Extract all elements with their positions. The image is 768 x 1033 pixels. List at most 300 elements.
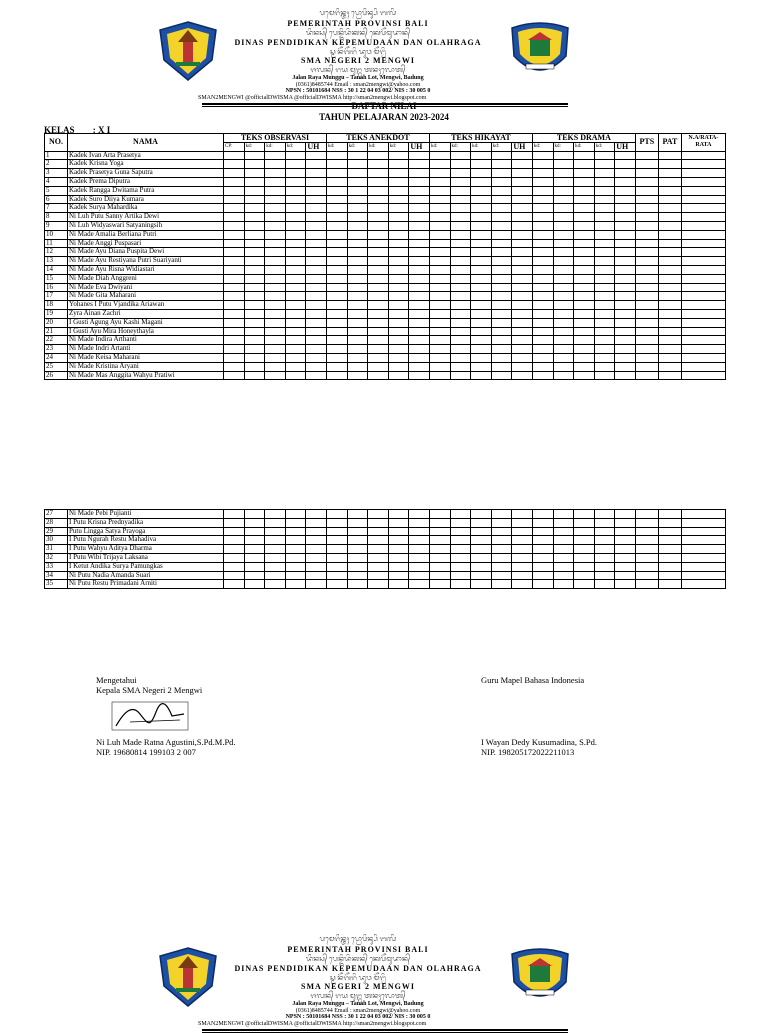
grade-cell: [347, 230, 368, 239]
grade-cell: [306, 327, 327, 336]
student-no: 13: [45, 257, 68, 266]
grade-cell: [224, 345, 245, 354]
grade-cell: [306, 518, 327, 527]
student-no: 29: [45, 527, 68, 536]
student-no: 3: [45, 169, 68, 178]
grade-cell: [574, 151, 595, 160]
grade-cell: [224, 239, 245, 248]
grade-cell: [347, 562, 368, 571]
grade-cell: [265, 571, 286, 580]
grade-cell: [491, 265, 512, 274]
grade-cell: [574, 527, 595, 536]
grade-cell: [326, 274, 347, 283]
grade-cell: [594, 318, 615, 327]
grade-cell: [429, 213, 450, 222]
student-no: 18: [45, 301, 68, 310]
student-no: 9: [45, 221, 68, 230]
grade-cell: [635, 327, 658, 336]
grade-cell: [265, 553, 286, 562]
grade-cell: [615, 283, 636, 292]
grade-cell: [491, 510, 512, 519]
grade-cell: [681, 327, 725, 336]
subheader-uh: UH: [615, 142, 636, 151]
grade-cell: [347, 371, 368, 380]
grade-cell: [244, 371, 265, 380]
grade-cell: [285, 301, 306, 310]
grade-cell: [265, 186, 286, 195]
grade-cell: [368, 248, 389, 257]
grade-cell: [388, 371, 409, 380]
grade-cell: [681, 239, 725, 248]
grade-cell: [658, 580, 681, 589]
grade-cell: [553, 160, 574, 169]
grade-cell: [491, 213, 512, 222]
grade-cell: [285, 536, 306, 545]
grade-cell: [471, 527, 492, 536]
grade-cell: [471, 221, 492, 230]
grade-cell: [285, 177, 306, 186]
grade-cell: [532, 204, 553, 213]
grade-cell: [265, 204, 286, 213]
grade-cell: [594, 301, 615, 310]
student-no: 1: [45, 151, 68, 160]
grade-cell: [594, 536, 615, 545]
grade-cell: [615, 309, 636, 318]
letterhead-contact: (0361)8485744 Email : sman2mengwi@yahoo.com: [295, 1008, 421, 1014]
grade-cell: [532, 292, 553, 301]
grade-cell: [553, 553, 574, 562]
grade-cell: [594, 257, 615, 266]
student-no: 19: [45, 309, 68, 318]
grade-cell: [368, 553, 389, 562]
grade-cell: [326, 545, 347, 554]
student-no: 20: [45, 318, 68, 327]
grade-cell: [658, 292, 681, 301]
grade-cell: [681, 562, 725, 571]
grade-cell: [429, 301, 450, 310]
grade-cell: [635, 292, 658, 301]
table-row: [45, 265, 726, 274]
grade-cell: [285, 265, 306, 274]
grade-cell: [658, 518, 681, 527]
grade-cell: [491, 518, 512, 527]
grade-cell: [553, 230, 574, 239]
grade-cell: [532, 362, 553, 371]
grade-cell: [265, 239, 286, 248]
grade-cell: [265, 527, 286, 536]
grade-cell: [681, 186, 725, 195]
grade-cell: [244, 510, 265, 519]
grade-cell: [265, 213, 286, 222]
student-no: 24: [45, 353, 68, 362]
grade-cell: [635, 536, 658, 545]
grade-cell: [594, 371, 615, 380]
grade-cell: [471, 318, 492, 327]
grade-cell: [224, 336, 245, 345]
subheader-kd: kd:: [574, 142, 595, 151]
grade-cell: [285, 580, 306, 589]
grade-cell: [368, 345, 389, 354]
grade-cell: [224, 353, 245, 362]
grade-cell: [265, 301, 286, 310]
grade-cell: [594, 177, 615, 186]
grade-cell: [658, 248, 681, 257]
grade-cell: [471, 248, 492, 257]
grade-cell: [594, 248, 615, 257]
grade-cell: [326, 553, 347, 562]
grade-cell: [491, 257, 512, 266]
teacher-name: I Wayan Dedy Kusumadina, S.Pd.: [481, 737, 598, 747]
grade-cell: [265, 362, 286, 371]
grade-cell: [409, 177, 430, 186]
subheader-kd: kd:: [471, 142, 492, 151]
grade-cell: [658, 274, 681, 283]
grade-cell: [244, 195, 265, 204]
grade-cell: [471, 213, 492, 222]
grade-cell: [658, 536, 681, 545]
table-row: [45, 571, 726, 580]
grade-cell: [429, 169, 450, 178]
grade-cell: [306, 527, 327, 536]
grade-cell: [450, 545, 471, 554]
grade-cell: [681, 292, 725, 301]
grade-cell: [347, 239, 368, 248]
grade-cell: [471, 283, 492, 292]
grade-cell: [326, 151, 347, 160]
letterhead-address: Jalan Raya Munggu – Tanah Lot, Mengwi, Badung: [292, 75, 424, 81]
table-row: [45, 239, 726, 248]
grade-cell: [409, 283, 430, 292]
grade-cell: [265, 248, 286, 257]
grade-cell: [326, 527, 347, 536]
grade-cell: [553, 527, 574, 536]
grade-cell: [347, 265, 368, 274]
student-name: I Gusti Ayu Mira Honeythayla: [68, 327, 224, 336]
grade-cell: [450, 353, 471, 362]
grade-cell: [532, 283, 553, 292]
grade-cell: [471, 230, 492, 239]
grade-cell: [491, 353, 512, 362]
table-row: [45, 353, 726, 362]
student-no: 27: [45, 510, 68, 519]
grade-cell: [594, 571, 615, 580]
grade-cell: [265, 536, 286, 545]
grade-cell: [594, 527, 615, 536]
student-no: 22: [45, 336, 68, 345]
grade-cell: [306, 186, 327, 195]
grade-cell: [491, 318, 512, 327]
grade-cell: [658, 177, 681, 186]
subheader-kd: kd:: [326, 142, 347, 151]
grade-cell: [224, 213, 245, 222]
grade-cell: [635, 571, 658, 580]
grade-cell: [409, 336, 430, 345]
grade-cell: [594, 562, 615, 571]
grade-cell: [326, 371, 347, 380]
grade-cell: [658, 230, 681, 239]
grade-cell: [658, 371, 681, 380]
grade-cell: [244, 301, 265, 310]
letterhead-social: SMAN2MENGWI @officialDWISMA @officialDWISMA http://sman2mengwi.blogspot.com: [198, 95, 427, 101]
grade-cell: [553, 336, 574, 345]
grade-cell: [388, 151, 409, 160]
grade-cell: [265, 230, 286, 239]
grade-cell: [285, 362, 306, 371]
grade-cell: [532, 553, 553, 562]
header-pat: PAT: [658, 134, 681, 152]
grade-cell: [615, 151, 636, 160]
grade-cell: [512, 545, 533, 554]
grade-cell: [409, 301, 430, 310]
student-no: 12: [45, 248, 68, 257]
grade-cell: [450, 571, 471, 580]
grade-cell: [388, 283, 409, 292]
grade-cell: [574, 204, 595, 213]
grade-cell: [532, 309, 553, 318]
grade-cell: [306, 257, 327, 266]
grade-cell: [224, 177, 245, 186]
grade-cell: [429, 265, 450, 274]
grade-cell: [347, 510, 368, 519]
grade-cell: [429, 309, 450, 318]
grade-cell: [265, 292, 286, 301]
grade-cell: [450, 230, 471, 239]
grade-cell: [429, 518, 450, 527]
grade-cell: [224, 545, 245, 554]
student-name: Zyra Ainan Zachri: [68, 309, 224, 318]
grade-cell: [285, 213, 306, 222]
grade-cell: [265, 353, 286, 362]
grade-cell: [532, 151, 553, 160]
grade-cell: [532, 318, 553, 327]
grade-cell: [429, 571, 450, 580]
grade-cell: [681, 230, 725, 239]
grade-cell: [512, 327, 533, 336]
grade-cell: [409, 327, 430, 336]
grade-cell: [429, 248, 450, 257]
grade-cell: [244, 362, 265, 371]
grade-cell: [553, 195, 574, 204]
grade-cell: [326, 571, 347, 580]
grade-cell: [224, 527, 245, 536]
grade-cell: [368, 177, 389, 186]
grade-cell: [471, 371, 492, 380]
grade-cell: [658, 345, 681, 354]
grade-cell: [368, 257, 389, 266]
grade-cell: [224, 309, 245, 318]
table-row: [45, 527, 726, 536]
grade-cell: [574, 177, 595, 186]
student-no: 5: [45, 186, 68, 195]
grade-cell: [532, 571, 553, 580]
table-row: [45, 195, 726, 204]
grade-cell: [306, 239, 327, 248]
grade-cell: [224, 510, 245, 519]
grade-cell: [635, 580, 658, 589]
grade-cell: [615, 239, 636, 248]
grade-cell: [658, 239, 681, 248]
grade-cell: [244, 160, 265, 169]
student-name: I Putu Ngurah Restu Mahadiva: [68, 536, 224, 545]
table-row: [45, 536, 726, 545]
table-row: [45, 301, 726, 310]
grade-cell: [265, 177, 286, 186]
grade-cell: [306, 160, 327, 169]
grade-cell: [224, 169, 245, 178]
student-name: Ni Made Keisa Maharani: [68, 353, 224, 362]
grade-cell: [615, 345, 636, 354]
grade-cell: [615, 177, 636, 186]
grade-cell: [532, 186, 553, 195]
grade-cell: [409, 151, 430, 160]
grade-cell: [512, 292, 533, 301]
grade-cell: [368, 230, 389, 239]
grade-cell: [471, 151, 492, 160]
grade-cell: [532, 527, 553, 536]
grade-cell: [658, 213, 681, 222]
subheader-kd: kd:: [532, 142, 553, 151]
grade-cell: [244, 204, 265, 213]
grade-cell: [409, 371, 430, 380]
grade-cell: [594, 169, 615, 178]
grade-cell: [347, 571, 368, 580]
grade-cell: [347, 336, 368, 345]
grade-cell: [450, 186, 471, 195]
grade-cell: [347, 204, 368, 213]
grade-cell: [574, 327, 595, 336]
grade-cell: [388, 336, 409, 345]
acknowledged-label: Mengetahui: [96, 675, 137, 685]
grade-cell: [285, 292, 306, 301]
grade-cell: [450, 160, 471, 169]
grade-cell: [306, 204, 327, 213]
grade-cell: [265, 562, 286, 571]
table-row: [45, 371, 726, 380]
grade-cell: [409, 545, 430, 554]
grade-cell: [285, 239, 306, 248]
grade-cell: [553, 580, 574, 589]
letterhead-npsn: NPSN : 50101684 NSS : 30 1 22 04 03 002/ NIS : 30 005 0: [285, 88, 431, 94]
grade-cell: [244, 345, 265, 354]
grade-cell: [553, 274, 574, 283]
grade-cell: [681, 518, 725, 527]
letterhead-script-4: ᬚᬮᬦ᭄ ᬭᬬ ᬫᬸᬗ᭄ᬕᬸ ᬢᬦᬄᬮᭀᬢ᭄: [310, 992, 406, 1000]
grade-cell: [491, 580, 512, 589]
grade-cell: [574, 518, 595, 527]
subheader-kd: kd:: [491, 142, 512, 151]
grade-cell: [512, 177, 533, 186]
grade-cell: [491, 527, 512, 536]
grade-cell: [306, 336, 327, 345]
grade-cell: [244, 248, 265, 257]
student-name: Ni Made Amalia Berliana Putri: [68, 230, 224, 239]
grade-cell: [265, 169, 286, 178]
grade-cell: [553, 353, 574, 362]
grade-cell: [285, 527, 306, 536]
grade-cell: [409, 274, 430, 283]
grade-cell: [409, 353, 430, 362]
student-name: I Ketut Andika Surya Pamungkas: [68, 562, 224, 571]
grade-cell: [347, 292, 368, 301]
grade-cell: [224, 553, 245, 562]
grade-cell: [491, 371, 512, 380]
grade-cell: [574, 213, 595, 222]
grade-cell: [450, 151, 471, 160]
grade-cell: [429, 151, 450, 160]
grade-cell: [326, 265, 347, 274]
grade-cell: [471, 362, 492, 371]
grade-cell: [306, 309, 327, 318]
grade-cell: [306, 151, 327, 160]
grade-cell: [429, 292, 450, 301]
grade-cell: [491, 221, 512, 230]
grade-cell: [409, 213, 430, 222]
grade-cell: [265, 336, 286, 345]
letterhead-department: DINAS PENDIDIKAN KEPEMUDAAN DAN OLAHRAGA: [234, 964, 482, 973]
grade-cell: [265, 510, 286, 519]
grade-cell: [553, 327, 574, 336]
grade-cell: [306, 353, 327, 362]
grade-cell: [532, 345, 553, 354]
grade-cell: [491, 169, 512, 178]
grade-cell: [553, 248, 574, 257]
grade-cell: [409, 527, 430, 536]
grade-cell: [615, 169, 636, 178]
letterhead-top: [148, 10, 568, 106]
student-name: Kadek Prasetya Guna Saputra: [68, 169, 224, 178]
grade-cell: [429, 221, 450, 230]
grade-cell: [574, 553, 595, 562]
grade-cell: [491, 571, 512, 580]
grade-cell: [285, 562, 306, 571]
grade-cell: [347, 186, 368, 195]
document-title: DAFTAR NILAI: [351, 101, 417, 111]
grade-cell: [553, 362, 574, 371]
signature-left-name: [96, 737, 236, 757]
grade-cell: [594, 274, 615, 283]
grade-cell: [326, 239, 347, 248]
grade-cell: [681, 301, 725, 310]
letterhead-contact: (0361)8485744 Email : sman2mengwi@yahoo.com: [295, 82, 421, 88]
grade-cell: [224, 327, 245, 336]
grade-cell: [532, 562, 553, 571]
grade-cell: [491, 545, 512, 554]
grade-cell: [491, 186, 512, 195]
grade-cell: [265, 518, 286, 527]
grade-cell: [306, 169, 327, 178]
grade-cell: [450, 518, 471, 527]
grade-cell: [594, 327, 615, 336]
grade-cell: [450, 536, 471, 545]
grade-cell: [244, 562, 265, 571]
grade-cell: [326, 292, 347, 301]
grade-cell: [368, 265, 389, 274]
subheader-uh: UH: [512, 142, 533, 151]
grade-cell: [368, 274, 389, 283]
grade-cell: [574, 510, 595, 519]
student-name: Ni Made Indira Arthanti: [68, 336, 224, 345]
grade-cell: [244, 292, 265, 301]
grade-cell: [574, 230, 595, 239]
grade-cell: [368, 213, 389, 222]
student-no: 28: [45, 518, 68, 527]
table-row: [45, 562, 726, 571]
grade-cell: [244, 571, 265, 580]
grade-cell: [681, 213, 725, 222]
student-no: 8: [45, 213, 68, 222]
grade-cell: [368, 169, 389, 178]
grade-cell: [388, 518, 409, 527]
